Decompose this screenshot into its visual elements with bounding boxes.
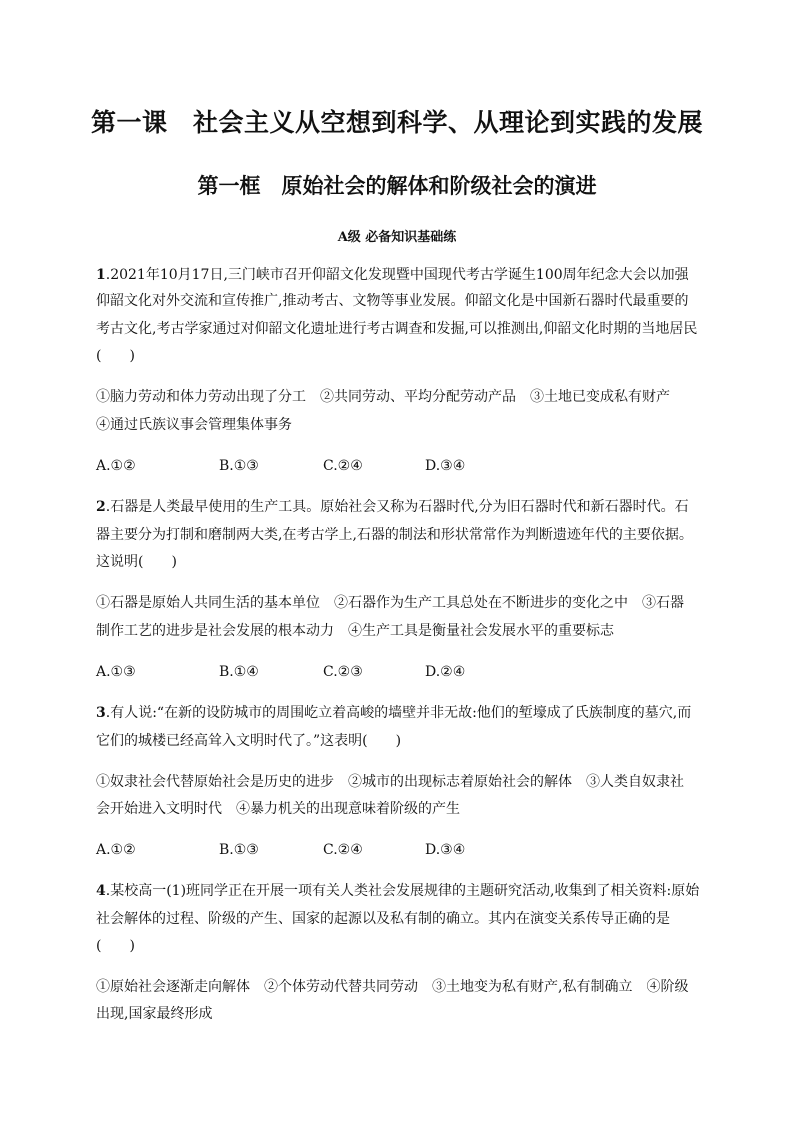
question-stem-line: ( ) [96, 938, 135, 954]
question-stem-line: 社会解体的过程、阶级的产生、国家的起源以及私有制的确立。其内在演变关系传导正确的是 [96, 911, 670, 927]
statement-line: 会开始进入文明时代 ④暴力机关的出现意味着阶级的产生 [96, 801, 460, 817]
option-b[interactable]: B.①③ [219, 458, 259, 474]
question-stem-line: 仰韶文化对外交流和宣传推广,推动考古、文物等事业发展。仰韶文化是中国新石器时代最重要的 [96, 293, 689, 309]
question-number: 4 [96, 883, 106, 899]
question-stem-line: 器主要分为打制和磨制两大类,在考古学上,石器的制法和形状常常作为判断遗迹年代的主要依据。 [96, 527, 693, 543]
question-stem-line: 2.石器是人类最早使用的生产工具。原始社会又称为石器时代,分为旧石器时代和新石器时代。石 [96, 499, 689, 515]
question-stem-line: 4.某校高一(1)班同学正在开展一项有关人类社会发展规律的主题研究活动,收集到了相关资料:原始 [96, 883, 700, 899]
question-stem-line: 3.有人说:“在新的设防城市的周围屹立着高峻的墙壁并非无故:他们的堑壕成了氏族制度的墓穴,而 [96, 705, 692, 721]
statement-line: 出现,国家最终形成 [96, 1006, 213, 1022]
question-stem-line: 考古文化,考古学家通过对仰韶文化遗址进行考古调查和发掘,可以推测出,仰韶文化时期的当地居民 [96, 321, 698, 337]
statement-line: ①原始社会逐渐走向解体 ②个体劳动代替共同劳动 ③土地变为私有财产,私有制确立 ④阶级 [96, 979, 689, 995]
question-stem-line: 1.2021年10月17日,三门峡市召开仰韶文化发现暨中国现代考古学诞生100周年纪念大会以加强 [96, 267, 689, 283]
option-b[interactable]: B.①③ [219, 842, 259, 858]
lesson-title: 第一课 社会主义从空想到科学、从理论到实践的发展 [90, 108, 703, 137]
statement-line: ①脑力劳动和体力劳动出现了分工 ②共同劳动、平均分配劳动产品 ③土地已变成私有财产 [96, 389, 670, 405]
section-subtitle: 第一框 原始社会的解体和阶级社会的演进 [197, 173, 597, 198]
option-a[interactable]: A.①② [96, 842, 136, 858]
option-d[interactable]: D.③④ [425, 458, 466, 474]
option-a[interactable]: A.①③ [96, 664, 136, 680]
option-d[interactable]: D.②④ [425, 664, 466, 680]
question-stem-line: 它们的城楼已经高耸入文明时代了。”这表明( ) [96, 733, 402, 749]
option-b[interactable]: B.①④ [219, 664, 259, 680]
option-a[interactable]: A.①② [96, 458, 136, 474]
option-d[interactable]: D.③④ [425, 842, 466, 858]
question-number: 1 [96, 267, 106, 283]
option-c[interactable]: C.②④ [323, 458, 363, 474]
option-c[interactable]: C.②④ [323, 842, 363, 858]
question-stem-line: ( ) [96, 348, 135, 364]
statement-line: 制作工艺的进步是社会发展的根本动力 ④生产工具是衡量社会发展水平的重要标志 [96, 623, 614, 639]
statement-line: ①石器是原始人共同生活的基本单位 ②石器作为生产工具总处在不断进步的变化之中 ③石器 [96, 595, 684, 611]
option-c[interactable]: C.②③ [323, 664, 363, 680]
question-number: 2 [96, 499, 106, 515]
question-number: 3 [96, 705, 106, 721]
question-stem-line: 这说明( ) [96, 554, 177, 570]
practice-level-heading: A级 必备知识基础练 [337, 230, 457, 245]
statement-line: ④通过氏族议事会管理集体事务 [96, 417, 292, 433]
statement-line: ①奴隶社会代替原始社会是历史的进步 ②城市的出现标志着原始社会的解体 ③人类自奴隶社 [96, 774, 684, 790]
